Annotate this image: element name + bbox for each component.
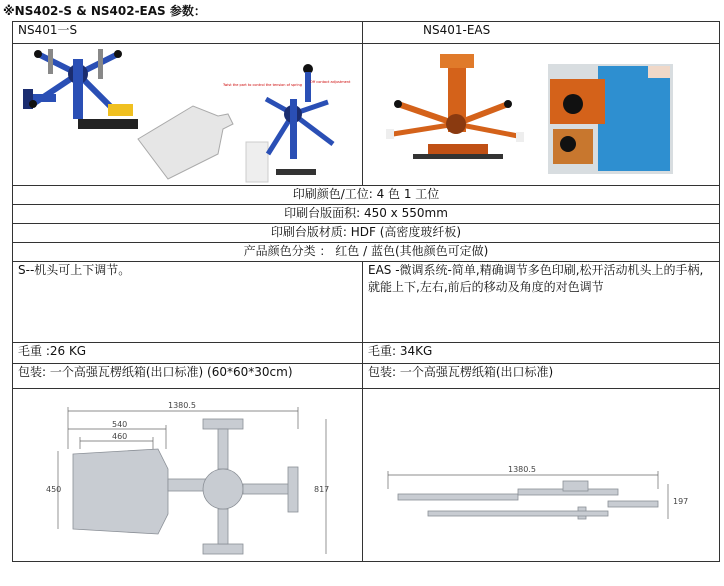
press-top-outline: [73, 419, 298, 554]
note-right: EAS -微调系统-简单,精确调节多色印刷,松开活动机头上的手柄,就能上下,左右,前后的移动及角度的对色调节: [363, 262, 720, 343]
spec-row: [13, 224, 720, 243]
drawing-right: [363, 389, 720, 562]
packing-left: 包装: 一个高强瓦楞纸箱(出口标准) (60*60*30cm): [13, 364, 363, 389]
dim-460: 460: [112, 432, 128, 441]
spec-row: [13, 243, 720, 262]
contact-note-label: Off contact adjustment: [310, 80, 351, 84]
photo-row: [13, 44, 720, 186]
orange-press-main-image: [386, 54, 524, 159]
orange-press-closeup-image: [548, 64, 673, 174]
spec-product-colors: 产品颜色分类 ： 红色 / 蓝色(其他颜色可定做): [13, 243, 720, 262]
spec-color-station: 印刷颜色/工位: 4 色 1 工位: [13, 186, 720, 205]
spec-pallet-size: 印刷台版面积: 450 x 550mm: [13, 205, 720, 224]
photo-right: [363, 44, 720, 186]
spec-row: [13, 205, 720, 224]
page-title: ※NS402-S & NS402-EAS 参数：: [3, 4, 206, 18]
dim-overall-length: 1380.5: [168, 401, 196, 410]
drawing-row: [13, 389, 720, 562]
side-view-drawing: [368, 389, 724, 561]
spec-pallet-material: 印刷台版材质: HDF (高密度玻纤板): [13, 224, 720, 243]
pallet-board-image: [138, 106, 233, 179]
weight-row: [13, 343, 720, 364]
model-right-label: NS401-EAS: [363, 22, 720, 44]
dim-side-height: 197: [673, 497, 689, 506]
adjust-note-label: Twist the part to control the tension of spring: [223, 83, 302, 87]
spec-table: [12, 21, 720, 562]
weight-left: 毛重 :26 KG: [13, 343, 363, 364]
press-side-outline: [398, 481, 658, 519]
note-left: S--机头可上下调节。: [13, 262, 363, 343]
dim-817: 817: [314, 485, 330, 494]
orange-press-photo: [368, 44, 724, 185]
drawing-left: [13, 389, 363, 562]
spec-row: [13, 186, 720, 205]
blue-press-main-image: [23, 49, 138, 129]
blue-press-photo: [18, 44, 368, 185]
weight-right: 毛重: 34KG: [363, 343, 720, 364]
packing-row: [13, 364, 720, 389]
model-left-label: NS401一S: [13, 22, 363, 44]
model-header-row: [13, 22, 720, 44]
note-row: [13, 262, 720, 343]
packing-right: 包装: 一个高强瓦楞纸箱(出口标准): [363, 364, 720, 389]
photo-left: [13, 44, 363, 186]
dim-540: 540: [112, 420, 128, 429]
dim-450: 450: [46, 485, 62, 494]
dim-side-length: 1380.5: [508, 465, 536, 474]
top-view-drawing: [18, 389, 368, 561]
